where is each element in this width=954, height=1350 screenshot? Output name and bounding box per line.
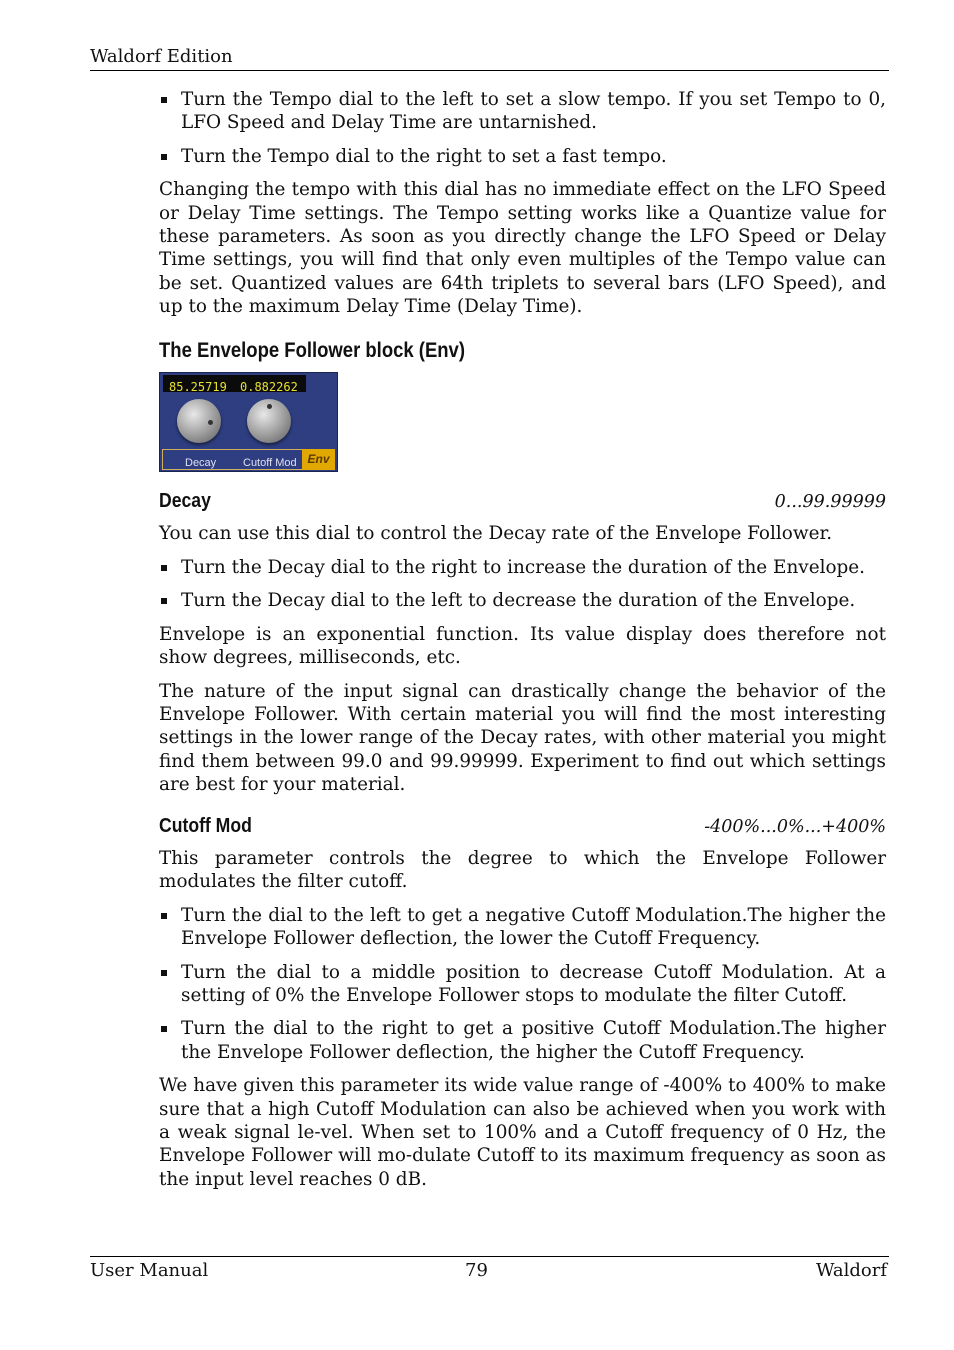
cutoff-value-readout: 0.882262 bbox=[240, 380, 298, 395]
header-title: Waldorf Edition bbox=[90, 46, 233, 67]
cutoff-title: Cutoff Mod bbox=[159, 814, 252, 837]
footer-right: Waldorf bbox=[815, 1260, 887, 1281]
cutoff-knob-label: Cutoff Mod bbox=[243, 457, 297, 470]
decay-bullet-list bbox=[159, 556, 886, 613]
intro-paragraph: Changing the tempo with this dial has no immediate effect on the LFO Speed or Delay Time settings. The Tempo setting works like a Quantize value for these parameters. As soon as you directly change the LFO Speed or Delay Time settings, you will find that only even multiples of the Tempo value can be set. Quantized values are 64th triplets to several bars (LFO Speed), and up to the maximum Delay Time (Delay Time). bbox=[159, 179, 886, 318]
list-item: Turn the dial to the left to get a negative Cutoff Modulation.The higher the Envelope Follower deflection, the lower the Cutoff Frequency. bbox=[159, 904, 886, 951]
intro-bullet-list bbox=[159, 88, 886, 168]
cutoff-heading bbox=[159, 815, 886, 839]
list-item: Turn the dial to the right to get a positive Cutoff Modulation.The higher the Envelope Follower deflection, the higher the Cutoff Frequency. bbox=[159, 1017, 886, 1064]
decay-paragraph-2: The nature of the input signal can drastically change the behavior of the Envelope Follower. With certain material you will find the most interesting settings in the lower range of the Decay rates, with other material you might find them between 99.0 and 99.99999. Experiment to find out which settings are best for your material. bbox=[159, 680, 886, 796]
section-title: The Envelope Follower block (Env) bbox=[159, 338, 466, 362]
knob-label-bar bbox=[162, 449, 304, 470]
list-item: Turn the dial to a middle position to decrease Cutoff Modulation. At a setting of 0% the Envelope Follower stops to modulate the filter Cutoff. bbox=[159, 961, 886, 1008]
page-header bbox=[90, 44, 889, 71]
page-footer bbox=[90, 1256, 889, 1287]
cutoff-bullet-list bbox=[159, 904, 886, 1064]
decay-value-readout: 85.25719 bbox=[169, 380, 227, 395]
value-display bbox=[163, 375, 306, 395]
list-item: Turn the Tempo dial to the right to set a fast tempo. bbox=[159, 145, 886, 168]
list-item: Turn the Decay dial to the left to decrease the duration of the Envelope. bbox=[159, 589, 886, 612]
env-block-panel-image bbox=[159, 372, 338, 472]
list-item: Turn the Decay dial to the right to increase the duration of the Envelope. bbox=[159, 556, 886, 579]
cutoff-paragraph: We have given this parameter its wide value range of -400% to 400% to make sure that a high Cutoff Modulation can also be achieved when you work with a weak signal le-vel. When set to 100% and a Cutoff frequency of 0 Hz, the Envelope Follower will mo-dulate Cutoff to its maximum frequency as soon as the input level reaches 0 dB. bbox=[159, 1075, 886, 1190]
cutoff-range: -400%...0%...+400% bbox=[704, 816, 886, 837]
footer-left: User Manual bbox=[90, 1260, 209, 1281]
page-content bbox=[159, 88, 886, 1201]
decay-knob-label: Decay bbox=[185, 457, 217, 470]
decay-heading bbox=[159, 490, 886, 514]
cutoff-mod-knob bbox=[247, 399, 291, 443]
decay-intro: You can use this dial to control the Decay rate of the Envelope Follower. bbox=[159, 523, 833, 545]
decay-knob bbox=[177, 399, 221, 443]
env-badge: Env bbox=[302, 449, 335, 470]
decay-range: 0...99.99999 bbox=[774, 492, 886, 513]
cutoff-intro: This parameter controls the degree to which the Envelope Follower modulates the filter cutoff. bbox=[159, 847, 886, 893]
page-number: 79 bbox=[465, 1260, 488, 1281]
decay-title: Decay bbox=[159, 490, 211, 513]
decay-paragraph-1: Envelope is an exponential function. Its value display does therefore not show degrees, milliseconds, etc. bbox=[159, 623, 886, 669]
list-item: Turn the Tempo dial to the left to set a slow tempo. If you set Tempo to 0, LFO Speed and Delay Time are untarnished. bbox=[159, 88, 886, 135]
